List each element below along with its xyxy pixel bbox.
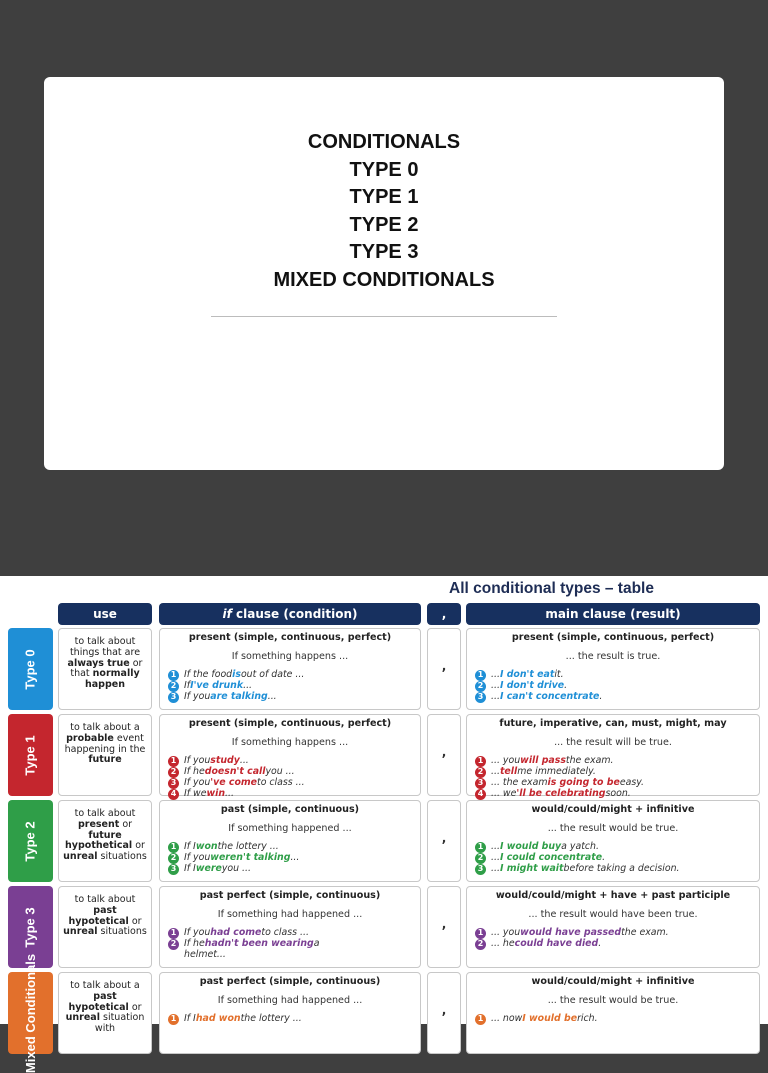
use-text-part: or [128, 915, 142, 927]
example-highlight: win [206, 788, 226, 800]
example-highlight: will pass [520, 755, 566, 767]
example-text: If you [184, 691, 211, 703]
example-text: ... now [491, 1013, 523, 1025]
example-number-badge: 1 [168, 670, 179, 681]
use-description [59, 715, 151, 766]
example-indent [168, 950, 179, 961]
main-clause-examples [467, 928, 759, 950]
use-keyword: present [77, 818, 120, 830]
example-highlight: I've drunk [190, 680, 244, 692]
example-highlight: I don't drive [499, 680, 565, 692]
use-text-part: to talk about a [70, 722, 140, 733]
example-text: ... [290, 852, 300, 864]
example-number-badge: 1 [475, 1014, 486, 1025]
main-clause-cell [466, 886, 760, 968]
main-clause-pattern: ... the result is true. [565, 651, 661, 662]
row-tab-label: Mixed Conditionals [23, 953, 39, 1073]
example-number-badge: 1 [475, 670, 486, 681]
main-clause-form: would/could/might + have + past participle [495, 890, 731, 901]
table-heading: All conditional types – table [449, 580, 654, 597]
if-clause-tense: past (simple, continuous) [220, 804, 360, 815]
row-tab-type-2 [8, 800, 53, 882]
main-clause-form: future, imperative, can, must, might, may [499, 718, 727, 729]
header-comma: , [427, 603, 461, 625]
example-text: . [564, 680, 568, 692]
example-text: If we [184, 788, 207, 800]
use-text-part: or [128, 1001, 142, 1013]
example-text: If he [184, 938, 205, 950]
example-text: to class ... [261, 927, 309, 939]
example-number-badge: 2 [475, 767, 486, 778]
example-text: ... [239, 755, 249, 767]
comma-mark: , [441, 745, 447, 759]
example-text: a yatch. [561, 841, 599, 853]
example-highlight: were [195, 863, 222, 875]
title-line-mixed: MIXED CONDITIONALS [273, 268, 495, 291]
example-highlight: doesn't call [204, 766, 266, 778]
if-clause-tense: past perfect (simple, continuous) [199, 976, 381, 987]
example-highlight: I can't concentrate [499, 691, 600, 703]
example-highlight: I don't eat [499, 669, 555, 681]
example-number-badge: 1 [168, 1014, 179, 1025]
use-keyword: unreal [63, 851, 98, 863]
title-line-type-3: TYPE 3 [349, 241, 419, 264]
if-clause-cell [159, 972, 421, 1054]
row-tab-label: Type 0 [23, 648, 38, 690]
use-keyword: always true [67, 657, 130, 669]
if-clause-example [168, 950, 420, 961]
example-text: helmet... [184, 949, 226, 961]
conditionals-table [0, 576, 768, 1073]
example-number-badge: 1 [168, 928, 179, 939]
header-use: use [58, 603, 152, 625]
example-number-badge: 2 [168, 853, 179, 864]
example-text: soon. [605, 788, 631, 800]
use-text-part: situation with [94, 1012, 145, 1035]
use-keyword: probable [66, 732, 114, 744]
title-line-type-1: TYPE 1 [349, 186, 419, 209]
example-text: ... we [491, 788, 517, 800]
example-text: ... [491, 852, 500, 864]
title-line-type-0: TYPE 0 [349, 158, 419, 181]
example-text: the lottery ... [240, 1013, 302, 1025]
header-main-clause: main clause (result) [466, 603, 760, 625]
if-clause-examples [160, 842, 420, 875]
example-highlight: I would be [522, 1013, 578, 1025]
use-keyword: unreal [65, 1012, 100, 1024]
example-text: . [599, 691, 603, 703]
comma-mark: , [441, 659, 447, 673]
example-number-badge: 3 [168, 864, 179, 875]
example-number-badge: 2 [475, 681, 486, 692]
example-highlight: would have passed [520, 927, 622, 939]
comma-mark: , [441, 917, 447, 931]
comma-cell [427, 972, 461, 1054]
example-text: easy. [619, 777, 645, 789]
header-if-clause [159, 603, 421, 625]
title-slide [44, 77, 724, 470]
use-text-part: event happening in the [64, 732, 146, 755]
example-text: ... [491, 669, 500, 681]
title-line-type-2: TYPE 2 [349, 213, 419, 236]
main-clause-example [475, 1014, 759, 1025]
if-clause-example [168, 692, 420, 703]
example-text: If you [184, 755, 211, 767]
example-text: If I [184, 863, 196, 875]
example-number-badge: 2 [475, 853, 486, 864]
use-text-part: or [119, 818, 133, 830]
slide-title [44, 129, 724, 295]
main-clause-form: would/could/might + infinitive [531, 804, 695, 815]
row-tab-label: Type 1 [23, 734, 38, 776]
example-text: the exam. [621, 927, 669, 939]
example-text: ... you [491, 755, 521, 767]
example-highlight: study [210, 755, 240, 767]
main-clause-example [475, 692, 759, 703]
use-text-part: or that [70, 657, 143, 680]
use-cell [58, 972, 152, 1054]
example-text: . [602, 852, 606, 864]
if-clause-pattern: If something happens ... [231, 651, 349, 662]
example-highlight: had come [210, 927, 262, 939]
comma-cell [427, 800, 461, 882]
if-clause-examples [160, 670, 420, 703]
example-number-badge: 2 [168, 681, 179, 692]
row-tab-type-0 [8, 628, 53, 710]
row-tab-mixed-conditionals [8, 953, 53, 1073]
example-text: ... [491, 841, 500, 853]
example-text: the lottery ... [217, 841, 279, 853]
example-highlight: weren't talking [210, 852, 291, 864]
main-clause-pattern: ... the result would be true. [547, 995, 679, 1006]
if-clause-pattern: If something happened ... [228, 823, 352, 834]
row-tab-label: Type 2 [23, 820, 38, 862]
example-text: out of date ... [240, 669, 305, 681]
example-highlight: are talking [210, 691, 268, 703]
example-text: If you [184, 852, 211, 864]
example-text: If you [184, 777, 211, 789]
example-number-badge: 2 [168, 767, 179, 778]
use-text-part: or [132, 840, 145, 852]
if-clause-example [168, 789, 420, 800]
main-clause-cell [466, 714, 760, 800]
use-keyword: future hypothetical [65, 829, 133, 852]
use-text-part: to talk about things that are [69, 636, 141, 658]
comma-cell [427, 628, 461, 710]
use-text-part: situations [97, 926, 147, 938]
use-keyword: past hypotetical [68, 904, 129, 927]
main-clause-pattern: ... the result would have been true. [528, 909, 698, 920]
if-clause-pattern: If something had happened ... [217, 909, 363, 920]
main-clause-cell [466, 800, 760, 882]
example-highlight: hadn't been wearing [204, 938, 314, 950]
use-cell [58, 628, 152, 710]
if-clause-tense: past perfect (simple, continuous) [199, 890, 381, 901]
main-clause-example [475, 864, 759, 875]
comma-mark: , [441, 1003, 447, 1017]
example-text: the exam. [565, 755, 614, 767]
example-text: me immediately. [517, 766, 596, 778]
example-number-badge: 3 [475, 692, 486, 703]
use-cell [58, 886, 152, 968]
use-keyword: past hypotetical [68, 990, 129, 1013]
example-number-badge: 1 [168, 842, 179, 853]
comma-cell [427, 886, 461, 968]
example-text: If I [184, 841, 196, 853]
example-text: to class ... [257, 777, 305, 789]
example-text: ... [243, 680, 253, 692]
example-highlight: I could concentrate [499, 852, 603, 864]
main-clause-pattern: ... the result would be true. [547, 823, 679, 834]
example-number-badge: 4 [168, 789, 179, 800]
main-clause-form: would/could/might + infinitive [531, 976, 695, 987]
example-number-badge: 1 [475, 756, 486, 767]
example-highlight: had won [195, 1013, 241, 1025]
example-number-badge: 3 [168, 778, 179, 789]
use-keyword: normally happen [85, 668, 140, 691]
comma-cell [427, 714, 461, 796]
example-number-badge: 3 [168, 692, 179, 703]
example-text: you ... [221, 863, 251, 875]
example-text: If the food [184, 669, 233, 681]
if-clause-pattern: If something happens ... [231, 737, 349, 748]
example-text: ... [225, 788, 234, 800]
if-clause-cell [159, 714, 421, 800]
example-number-badge: 2 [475, 939, 486, 950]
example-number-badge: 1 [168, 756, 179, 767]
example-text: ... [491, 766, 500, 778]
use-text-part: situations [97, 851, 147, 863]
if-clause-example [168, 864, 420, 875]
use-keyword: unreal [63, 926, 98, 938]
use-text-part: to talk about a [70, 980, 140, 991]
example-text: ... [491, 680, 500, 692]
main-clause-examples [467, 1014, 759, 1025]
example-text: ... you [491, 927, 521, 939]
example-text: ... he [491, 938, 515, 950]
row-tab-label: Type 3 [23, 906, 38, 948]
example-number-badge: 2 [168, 939, 179, 950]
example-highlight: I would buy [499, 841, 562, 853]
example-text: ... [491, 863, 500, 875]
comma-mark: , [441, 831, 447, 845]
example-text: it. [554, 669, 564, 681]
use-description [59, 973, 151, 1035]
main-clause-examples [467, 756, 759, 800]
main-clause-pattern: ... the result will be true. [554, 737, 672, 748]
if-clause-pattern: If something had happened ... [217, 995, 363, 1006]
example-number-badge: 3 [475, 864, 486, 875]
header-if-word: if [222, 607, 232, 621]
example-text: ... the exam [491, 777, 548, 789]
example-text: a [313, 938, 320, 950]
main-clause-examples [467, 670, 759, 703]
example-text: If I [184, 1013, 196, 1025]
main-clause-examples [467, 842, 759, 875]
example-text: If [184, 680, 191, 692]
use-text-part: to talk about [74, 808, 136, 819]
if-clause-tense: present (simple, continuous, perfect) [188, 718, 392, 729]
if-clause-example [168, 1014, 420, 1025]
if-clause-cell [159, 886, 421, 968]
header-if-rest: clause (condition) [231, 607, 358, 621]
if-clause-cell [159, 628, 421, 710]
example-text: If you [184, 927, 211, 939]
example-highlight: I might wait [499, 863, 564, 875]
if-clause-examples [160, 756, 420, 800]
example-number-badge: 1 [475, 928, 486, 939]
example-highlight: is [232, 669, 241, 681]
main-clause-cell [466, 628, 760, 710]
example-text: rich. [577, 1013, 598, 1025]
main-clause-example [475, 939, 759, 950]
main-clause-example [475, 789, 759, 800]
example-highlight: tell [499, 766, 518, 778]
row-tab-type-1 [8, 714, 53, 796]
if-clause-tense: present (simple, continuous, perfect) [188, 632, 392, 643]
example-highlight: 'll be celebrating [516, 788, 606, 800]
use-description [59, 629, 151, 691]
example-text: ... [267, 691, 277, 703]
use-description [59, 801, 151, 863]
example-number-badge: 1 [475, 842, 486, 853]
example-text: you ... [265, 766, 295, 778]
example-number-badge: 3 [475, 778, 486, 789]
example-highlight: is going to be [547, 777, 620, 789]
example-text: ... [491, 691, 500, 703]
example-number-badge: 4 [475, 789, 486, 800]
use-keyword: future [88, 754, 122, 766]
use-text-part: to talk about [74, 894, 136, 905]
use-cell [58, 714, 152, 796]
example-highlight: 've come [210, 777, 258, 789]
example-highlight: could have died [514, 938, 599, 950]
use-description [59, 887, 151, 938]
use-cell [58, 800, 152, 882]
main-clause-form: present (simple, continuous, perfect) [511, 632, 715, 643]
example-text: before taking a decision. [563, 863, 680, 875]
example-highlight: won [195, 841, 218, 853]
example-text: . [598, 938, 602, 950]
title-line-conditionals: CONDITIONALS [307, 131, 461, 153]
title-divider [211, 316, 557, 317]
example-text: If he [184, 766, 205, 778]
if-clause-examples [160, 1014, 420, 1025]
main-clause-cell [466, 972, 760, 1054]
if-clause-cell [159, 800, 421, 882]
if-clause-examples [160, 928, 420, 961]
